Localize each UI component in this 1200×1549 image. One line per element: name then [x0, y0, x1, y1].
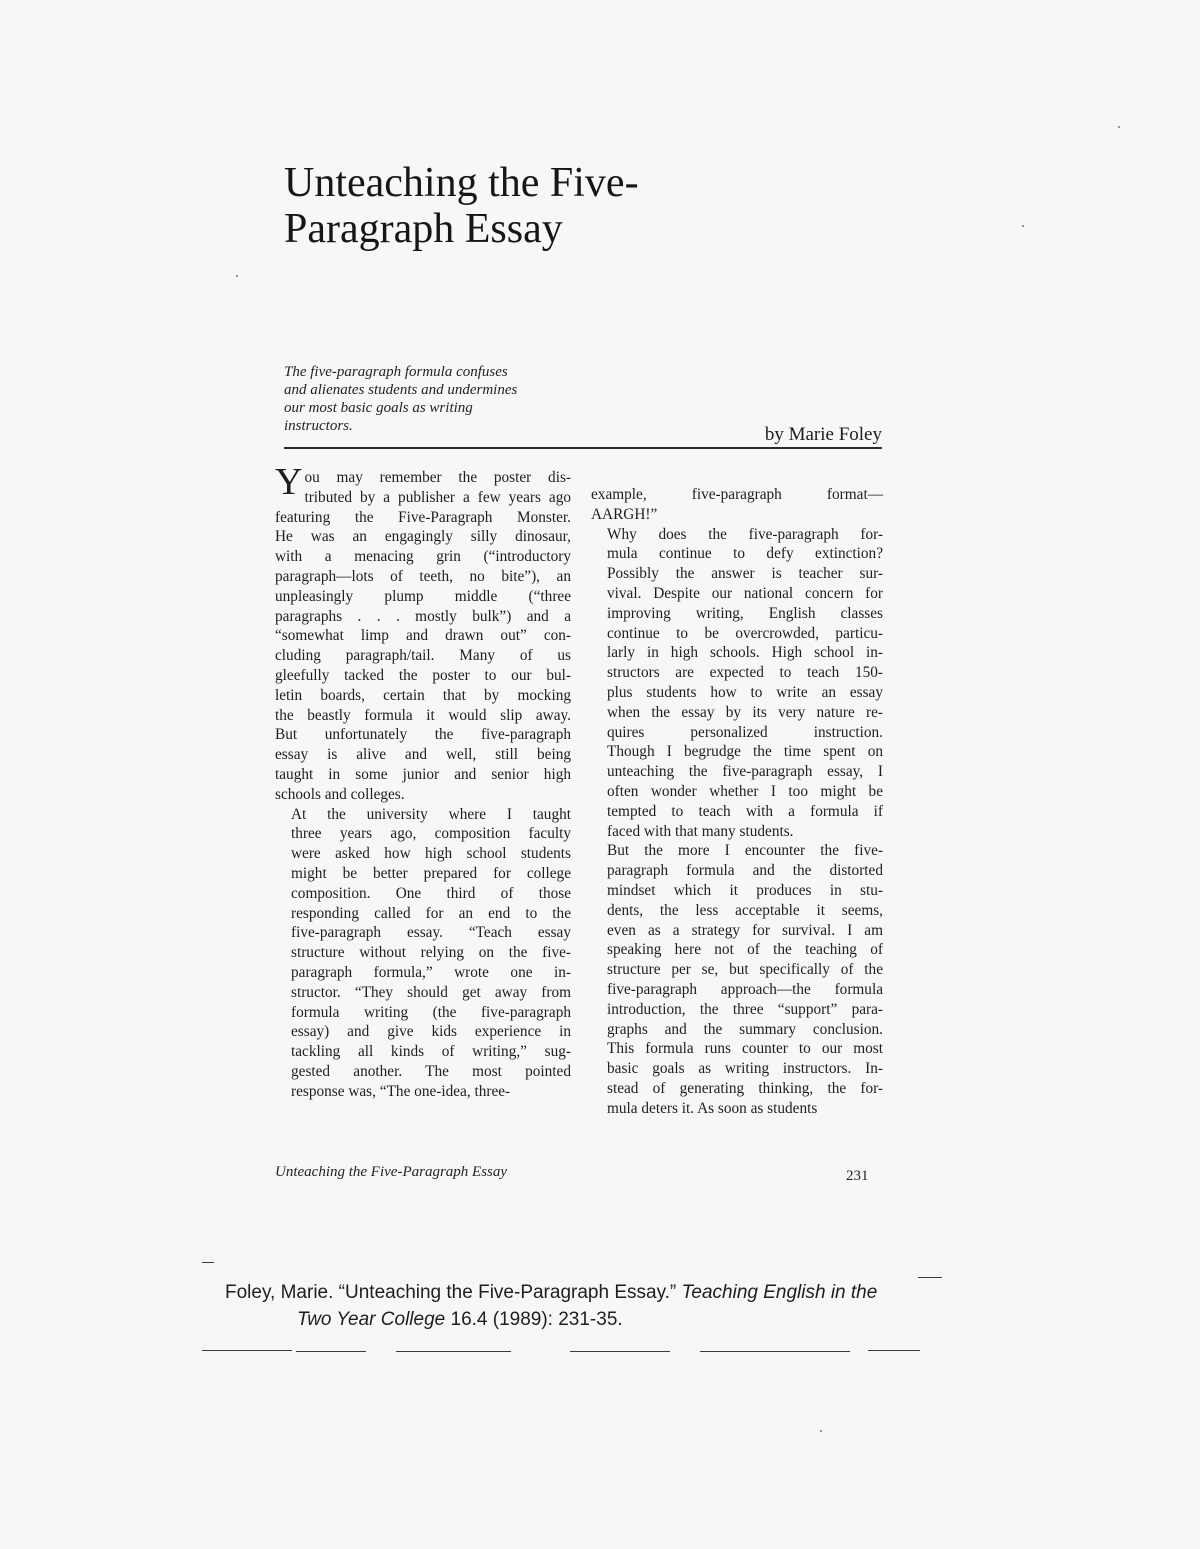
text-line: basic goals as writing instructors. In- [607, 1060, 883, 1078]
abstract-line: and alienates students and undermines [284, 382, 518, 398]
scan-line [570, 1351, 670, 1352]
text-line: graphs and the summary conclusion. [607, 1020, 883, 1038]
text-line: faced with that many students. [607, 822, 794, 840]
text-line: But unfortunately the five-paragraph [275, 726, 571, 744]
scan-line [396, 1351, 511, 1352]
scan-line [202, 1262, 214, 1263]
right-column [591, 485, 883, 1119]
text-line: This formula runs counter to our most [607, 1040, 883, 1058]
text-line: structure without relying on the five- [291, 944, 571, 962]
citation-authors-title: Foley, Marie. “Unteaching the Five-Paragraph Essay.” [225, 1282, 682, 1303]
text-line: cluding paragraph/tail. Many of us [275, 647, 571, 665]
text-line: three years ago, composition faculty [291, 825, 571, 843]
text-line: paragraphs . . . mostly bulk”) and a [275, 607, 571, 625]
text-line: responding called for an end to the [291, 904, 571, 922]
text-line: At the university where I taught [291, 805, 571, 823]
author-byline: by Marie Foley [764, 424, 882, 445]
scan-line [918, 1277, 942, 1278]
text-line: larly in high schools. High school in- [607, 644, 883, 662]
body-paragraph [275, 461, 571, 805]
page-number: 231 [846, 1168, 869, 1184]
text-line: five-paragraph essay. “Teach essay [291, 924, 571, 942]
text-line: quires personalized instruction. [607, 723, 883, 741]
article-title [284, 160, 844, 252]
text-line: when the essay by its very nature re- [607, 703, 883, 721]
text-line: the beastly formula it would slip away. [275, 706, 571, 724]
text-line: structors are expected to teach 150- [607, 664, 883, 682]
article-abstract [284, 363, 574, 435]
text-line: often wonder whether I too might be [607, 782, 883, 800]
left-column [275, 461, 571, 1102]
scan-line [296, 1351, 366, 1352]
text-line: essay) and give kids experience in [291, 1023, 571, 1041]
title-line-1: Unteaching the Five- [284, 160, 639, 206]
header-rule [284, 447, 882, 449]
text-line: unpleasingly plump middle (“three [275, 587, 571, 605]
text-line: Possibly the answer is teacher sur- [607, 565, 883, 583]
text-line: five-paragraph approach—the formula [607, 980, 883, 998]
text-line: unteaching the five-paragraph essay, I [607, 763, 883, 781]
citation [225, 1279, 945, 1333]
text-line: mindset which it produces in stu- [607, 881, 883, 899]
body-paragraph [275, 805, 571, 1102]
text-line: might be better prepared for college [291, 864, 571, 882]
speck [820, 1430, 822, 1432]
running-title: Unteaching the Five-Paragraph Essay [275, 1164, 508, 1180]
text-line: paragraph formula,” wrote one in- [291, 963, 571, 981]
text-line: improving writing, English classes [607, 604, 883, 622]
citation-line-2 [225, 1306, 945, 1333]
text-line: Though I begrudge the time spent on [607, 743, 883, 761]
text-line: gested another. The most pointed [291, 1062, 571, 1080]
text-line: speaking here not of the teaching of [607, 941, 883, 959]
text-line: example, five-paragraph format— [591, 486, 883, 503]
text-line: letin boards, certain that by mocking [275, 686, 571, 704]
abstract-line: our most basic goals as writing [284, 400, 473, 416]
text-line: He was an engagingly silly dinosaur, [275, 528, 571, 546]
text-line: mula deters it. As soon as students [607, 1099, 818, 1117]
text-line: composition. One third of those [291, 884, 571, 902]
text-line: But the more I encounter the five- [607, 842, 883, 860]
abstract-line: The five-paragraph formula confuses [284, 364, 508, 380]
text-line: plus students how to write an essay [607, 683, 883, 701]
title-line-2: Paragraph Essay [284, 206, 563, 252]
text-line: featuring the Five-Paragraph Monster. [275, 508, 571, 526]
text-line: “somewhat limp and drawn out” con- [275, 627, 571, 645]
citation-volume: 16.4 (1989): 231-35. [445, 1309, 623, 1330]
text-line: stead of generating thinking, the for- [607, 1079, 883, 1097]
scan-line [868, 1350, 920, 1351]
text-line: Why does the five-paragraph for- [607, 525, 883, 543]
body-paragraph [591, 525, 883, 842]
text-line: tackling all kinds of writing,” sug- [291, 1043, 571, 1061]
text-line: paragraph formula and the distorted [607, 862, 883, 880]
text-line: response was, “The one-idea, three- [291, 1082, 511, 1100]
text-line: mula continue to defy extinction? [607, 545, 883, 563]
text-line: were asked how high school students [291, 845, 571, 863]
text-line: vival. Despite our national concern for [607, 584, 883, 602]
citation-journal-b: Two Year College [297, 1309, 446, 1330]
scan-line [700, 1351, 850, 1352]
abstract-line: instructors. [284, 418, 353, 434]
text-line: tempted to teach with a formula if [607, 802, 883, 820]
scan-line [202, 1350, 292, 1351]
text-line: with a menacing grin (“introductory [275, 548, 571, 566]
text-line: paragraph—lots of teeth, no bite”), an [275, 567, 571, 585]
text-line: continue to be overcrowded, particu- [607, 624, 883, 642]
text-line: tributed by a publisher a few years ago [304, 488, 571, 506]
text-line: structure per se, but specifically of the [607, 961, 883, 979]
text-line: introduction, the three “support” para- [607, 1000, 883, 1018]
drop-cap: Y [275, 461, 303, 503]
speck [236, 275, 238, 277]
body-paragraph [591, 841, 883, 1118]
text-line: essay is alive and well, still being [275, 746, 571, 764]
text-line: taught in some junior and senior high [275, 765, 571, 783]
text-line: gleefully tacked the poster to our bul- [275, 666, 571, 684]
speck [1118, 126, 1120, 128]
text-line: schools and colleges. [275, 785, 405, 803]
speck [1022, 225, 1024, 227]
citation-journal-a: Teaching English in the [681, 1282, 878, 1303]
text-line: AARGH!” [591, 505, 658, 523]
body-paragraph [591, 485, 883, 525]
text-line: even as a strategy for survival. I am [607, 921, 883, 939]
text-line: structor. “They should get away from [291, 983, 571, 1001]
text-line: dents, the less acceptable it seems, [607, 901, 883, 919]
text-line: formula writing (the five-paragraph [291, 1003, 571, 1021]
text-line: ou may remember the poster dis- [304, 469, 571, 486]
